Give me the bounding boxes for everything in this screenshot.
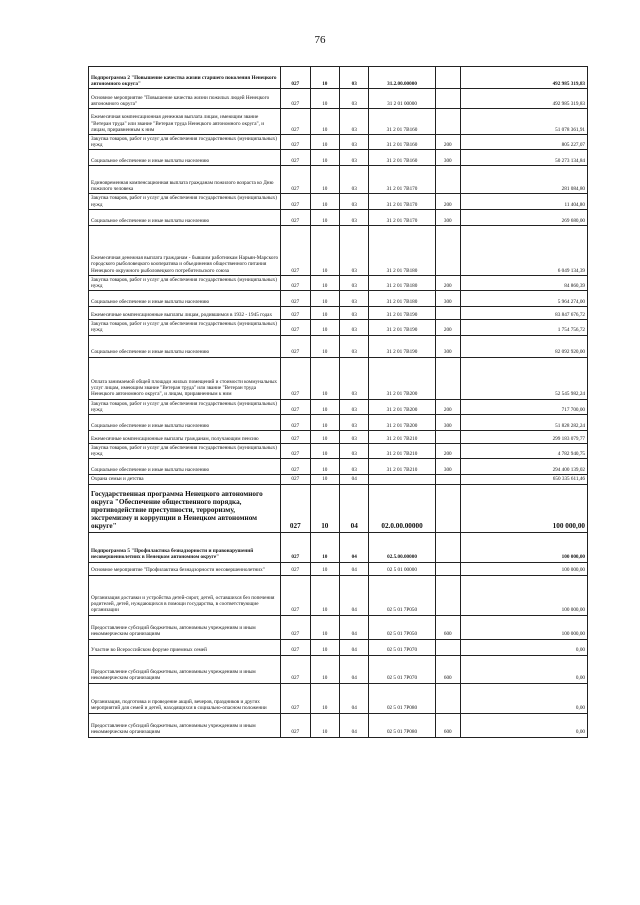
cell-ministry-code: 027 (281, 225, 310, 275)
cell-target-article-code: 02.0.00.00000 (369, 484, 435, 532)
cell-section-code: 10 (310, 135, 339, 150)
table-row (89, 444, 588, 459)
cell-amount: 4 782 940,75 (460, 444, 587, 459)
cell-amount: 299 183 079,77 (460, 431, 587, 444)
cell-subsection-code: 04 (340, 484, 369, 532)
cell-subsection-code: 04 (340, 562, 369, 575)
cell-section-code: 10 (310, 109, 339, 135)
cell-row-name (89, 484, 281, 532)
cell-target-article-code: 31 2 01 00000 (369, 89, 435, 109)
table-row (89, 713, 588, 737)
row-name-text: Ежемесячная денежная выплата гражданам - бывшим работникам Нарьян-Марского городского рыболовецкого кооператива и объединения общественного питания Ненецкого окружного рыболовецкого потребительского союза (91, 255, 279, 274)
cell-target-article-code: 02 5 01 7Р080 (369, 713, 435, 737)
cell-row-name (89, 194, 281, 209)
table-row (89, 275, 588, 290)
cell-ministry-code: 027 (281, 639, 310, 655)
cell-section-code: 10 (310, 431, 339, 444)
cell-row-name (89, 89, 281, 109)
cell-section-code: 10 (310, 275, 339, 290)
cell-subsection-code: 03 (340, 444, 369, 459)
cell-expense-type-code (435, 683, 460, 713)
row-name-text: Предоставление субсидий бюджетным, автономным учреждениям и иным некоммерческим организациям (91, 669, 256, 682)
cell-amount: 805 227,07 (460, 135, 587, 150)
cell-amount: 492 985 319,83 (460, 89, 587, 109)
table-row (89, 291, 588, 307)
row-name-text: Предоставление субсидий бюджетным, автономным учреждениям и иным некоммерческим организациям (91, 625, 256, 638)
cell-target-article-code: 02 5 01 7Р050 (369, 615, 435, 639)
row-name-text: Единовременная компенсационная выплата гражданам пожилого возраста ко Дню пожилого человека (91, 180, 274, 193)
cell-target-article-code: 31 2 01 7В200 (369, 399, 435, 414)
cell-section-code: 10 (310, 459, 339, 475)
cell-amount: 0,00 (460, 655, 587, 683)
cell-section-code: 10 (310, 150, 339, 166)
row-name-text: Социальное обеспечение и иные выплаты населению (91, 158, 210, 165)
cell-ministry-code: 027 (281, 67, 310, 89)
table-row (89, 615, 588, 639)
cell-section-code: 10 (310, 194, 339, 209)
cell-amount: 0,00 (460, 639, 587, 655)
row-name-text: Предоставление субсидий бюджетным, автономным учреждениям и иным некоммерческим организациям (91, 723, 256, 736)
cell-expense-type-code: 600 (435, 655, 460, 683)
cell-target-article-code: 31 2 01 7В190 (369, 307, 435, 320)
cell-amount: 84 860,39 (460, 275, 587, 290)
cell-section-code: 10 (310, 562, 339, 575)
cell-target-article-code: 31 2 01 7В170 (369, 166, 435, 194)
cell-row-name (89, 335, 281, 357)
cell-expense-type-code (435, 562, 460, 575)
budget-table (88, 66, 588, 738)
cell-subsection-code: 03 (340, 150, 369, 166)
cell-expense-type-code: 200 (435, 444, 460, 459)
cell-expense-type-code: 200 (435, 399, 460, 414)
row-name-text: Закупка товаров, работ и услуг для обеспечения государственных (муниципальных) нужд (91, 136, 277, 149)
table-row (89, 562, 588, 575)
cell-target-article-code: 31 2 01 7В210 (369, 444, 435, 459)
cell-expense-type-code (435, 357, 460, 399)
cell-subsection-code: 03 (340, 307, 369, 320)
cell-row-name (89, 444, 281, 459)
cell-ministry-code: 027 (281, 484, 310, 532)
cell-expense-type-code: 300 (435, 415, 460, 431)
cell-ministry-code: 027 (281, 357, 310, 399)
cell-expense-type-code: 300 (435, 335, 460, 357)
cell-subsection-code: 03 (340, 431, 369, 444)
table-row (89, 575, 588, 615)
cell-row-name (89, 431, 281, 444)
cell-section-code: 10 (310, 399, 339, 414)
cell-amount: 100 000,00 (460, 532, 587, 562)
cell-row-name (89, 475, 281, 484)
cell-target-article-code: 31 2 01 7В170 (369, 194, 435, 209)
table-row (89, 399, 588, 414)
cell-row-name (89, 575, 281, 615)
cell-row-name (89, 415, 281, 431)
cell-target-article-code: 31 2 01 7В180 (369, 291, 435, 307)
cell-expense-type-code (435, 532, 460, 562)
table-row (89, 89, 588, 109)
cell-amount: 6 049 134,39 (460, 225, 587, 275)
cell-amount: 294 400 139,02 (460, 459, 587, 475)
cell-ministry-code: 027 (281, 444, 310, 459)
cell-section-code: 10 (310, 320, 339, 335)
cell-section-code: 10 (310, 89, 339, 109)
cell-subsection-code: 03 (340, 109, 369, 135)
table-row (89, 431, 588, 444)
row-name-text: Ежемесячные компенсационные выплаты гражданам, получающим пенсию (91, 435, 259, 442)
cell-row-name (89, 683, 281, 713)
cell-expense-type-code: 300 (435, 150, 460, 166)
cell-target-article-code (369, 475, 435, 484)
cell-row-name (89, 166, 281, 194)
table-row (89, 357, 588, 399)
row-name-text: Государственная программа Ненецкого автономного округа "Обеспечение общественного порядка, противодействие преступности, терроризму, экстремизму и коррупции в Ненецком автономном округе" (91, 489, 263, 531)
table-row (89, 415, 588, 431)
cell-subsection-code: 03 (340, 459, 369, 475)
cell-subsection-code: 03 (340, 166, 369, 194)
cell-ministry-code: 027 (281, 562, 310, 575)
cell-amount: 269 680,00 (460, 209, 587, 225)
row-name-text: Ежемесячные компенсационные выплаты лицам, родившимся в 1932 - 1945 годах (91, 312, 273, 319)
cell-target-article-code: 31 2 01 7В180 (369, 225, 435, 275)
row-name-text: Основное мероприятие "Профилактика безнадзорности несовершеннолетних" (91, 567, 265, 574)
cell-target-article-code: 02 5 01 00000 (369, 562, 435, 575)
cell-expense-type-code (435, 67, 460, 89)
row-name-text: Оплата занимаемой общей площади жилых помещений и стоимости коммунальных услуг лицам, имеющим звание "Ветеран труда" или звание "Ветеран труда Ненецкого автономного округа", и лицам, приравненным к ним (91, 379, 278, 398)
cell-section-code: 10 (310, 575, 339, 615)
cell-target-article-code: 31 2 01 7В160 (369, 109, 435, 135)
cell-expense-type-code (435, 166, 460, 194)
cell-row-name (89, 655, 281, 683)
cell-subsection-code: 03 (340, 357, 369, 399)
cell-expense-type-code (435, 475, 460, 484)
cell-amount: 100 000,00 (460, 575, 587, 615)
cell-amount: 51 828 282,24 (460, 415, 587, 431)
cell-target-article-code: 31 2 01 7В160 (369, 135, 435, 150)
cell-ministry-code: 027 (281, 194, 310, 209)
table-row (89, 209, 588, 225)
cell-amount: 650 335 611,46 (460, 475, 587, 484)
cell-ministry-code: 027 (281, 459, 310, 475)
cell-expense-type-code: 600 (435, 615, 460, 639)
cell-ministry-code: 027 (281, 399, 310, 414)
cell-amount: 83 847 676,72 (460, 307, 587, 320)
cell-subsection-code: 03 (340, 291, 369, 307)
cell-expense-type-code: 200 (435, 275, 460, 290)
cell-target-article-code: 02 5 01 7Р050 (369, 575, 435, 615)
cell-row-name (89, 225, 281, 275)
cell-ministry-code: 027 (281, 275, 310, 290)
cell-section-code: 10 (310, 166, 339, 194)
cell-expense-type-code (435, 639, 460, 655)
cell-row-name (89, 209, 281, 225)
cell-section-code: 10 (310, 291, 339, 307)
table-row (89, 475, 588, 484)
cell-ministry-code: 027 (281, 320, 310, 335)
cell-expense-type-code (435, 575, 460, 615)
cell-row-name (89, 275, 281, 290)
row-name-text: Организация, подготовка и проведение акций, вечеров, праздников и других мероприятий для семей и детей, находящихся в социально-опасном положении (91, 699, 267, 712)
cell-subsection-code: 04 (340, 575, 369, 615)
cell-section-code: 10 (310, 532, 339, 562)
cell-subsection-code: 03 (340, 194, 369, 209)
row-name-text: Социальное обеспечение и иные выплаты населению (91, 422, 210, 429)
cell-amount: 100 000,00 (460, 484, 587, 532)
cell-ministry-code: 027 (281, 209, 310, 225)
cell-row-name (89, 307, 281, 320)
cell-subsection-code: 03 (340, 335, 369, 357)
cell-amount: 52 545 982,24 (460, 357, 587, 399)
cell-row-name (89, 532, 281, 562)
row-name-text: Закупка товаров, работ и услуг для обеспечения государственных (муниципальных) нужд (91, 445, 277, 458)
row-name-text: Социальное обеспечение и иные выплаты населению (91, 349, 210, 356)
cell-subsection-code: 03 (340, 209, 369, 225)
cell-subsection-code: 03 (340, 320, 369, 335)
cell-section-code: 10 (310, 615, 339, 639)
cell-amount: 5 964 274,00 (460, 291, 587, 307)
cell-subsection-code: 04 (340, 683, 369, 713)
row-name-text: Подпрограмма 2 "Повышение качества жизни старшего поколения Ненецкого автономного округа" (91, 74, 277, 87)
row-name-text: Закупка товаров, работ и услуг для обеспечения государственных (муниципальных) нужд (91, 195, 277, 208)
cell-expense-type-code: 300 (435, 459, 460, 475)
cell-amount: 0,00 (460, 713, 587, 737)
cell-subsection-code: 04 (340, 713, 369, 737)
cell-amount: 717 700,00 (460, 399, 587, 414)
cell-ministry-code: 027 (281, 307, 310, 320)
cell-expense-type-code: 300 (435, 209, 460, 225)
cell-subsection-code: 03 (340, 415, 369, 431)
table-row (89, 194, 588, 209)
cell-ministry-code: 027 (281, 135, 310, 150)
row-name-text: Закупка товаров, работ и услуг для обеспечения государственных (муниципальных) нужд (91, 276, 277, 290)
cell-subsection-code: 04 (340, 532, 369, 562)
table-row (89, 655, 588, 683)
cell-ministry-code: 027 (281, 532, 310, 562)
cell-row-name (89, 562, 281, 575)
table-row (89, 67, 588, 89)
cell-target-article-code: 31.2.00.00000 (369, 67, 435, 89)
row-name-text: Организация доставки и устройства детей-сирот, детей, оставшихся без попечения родителей, детей, нуждающихся в помощи государства, в соответствующие организации (91, 595, 275, 614)
cell-expense-type-code (435, 109, 460, 135)
cell-amount: 82 092 920,00 (460, 335, 587, 357)
cell-section-code: 10 (310, 713, 339, 737)
cell-section-code: 10 (310, 683, 339, 713)
table-row (89, 225, 588, 275)
cell-expense-type-code: 600 (435, 713, 460, 737)
cell-subsection-code: 04 (340, 639, 369, 655)
cell-ministry-code: 027 (281, 291, 310, 307)
cell-target-article-code: 02.5.00.00000 (369, 532, 435, 562)
cell-ministry-code: 027 (281, 615, 310, 639)
table-row (89, 532, 588, 562)
cell-row-name (89, 639, 281, 655)
cell-target-article-code: 02 5 01 7Р070 (369, 639, 435, 655)
cell-ministry-code: 027 (281, 683, 310, 713)
row-name-text: Социальное обеспечение и иные выплаты населению (91, 467, 210, 474)
table-row (89, 135, 588, 150)
table-row (89, 683, 588, 713)
cell-amount: 492 985 319,83 (460, 67, 587, 89)
cell-ministry-code: 027 (281, 575, 310, 615)
cell-section-code: 10 (310, 225, 339, 275)
cell-subsection-code: 03 (340, 67, 369, 89)
table-row (89, 459, 588, 475)
cell-target-article-code: 31 2 01 7В190 (369, 320, 435, 335)
cell-target-article-code: 31 2 01 7В180 (369, 275, 435, 290)
cell-amount: 281 084,80 (460, 166, 587, 194)
cell-row-name (89, 713, 281, 737)
cell-amount: 50 273 134,84 (460, 150, 587, 166)
cell-target-article-code: 31 2 01 7В170 (369, 209, 435, 225)
cell-ministry-code: 027 (281, 415, 310, 431)
cell-section-code: 10 (310, 357, 339, 399)
row-name-text: Подпрограмма 5 "Профилактика безнадзорности и правонарушений несовершеннолетних в Ненецком автономном округе" (91, 548, 254, 561)
cell-ministry-code: 027 (281, 166, 310, 194)
cell-subsection-code: 04 (340, 475, 369, 484)
cell-section-code: 10 (310, 444, 339, 459)
cell-amount: 51 078 361,91 (460, 109, 587, 135)
cell-expense-type-code: 200 (435, 194, 460, 209)
cell-ministry-code: 027 (281, 713, 310, 737)
cell-amount: 1 754 756,72 (460, 320, 587, 335)
cell-row-name (89, 150, 281, 166)
cell-target-article-code: 02 5 01 7Р070 (369, 655, 435, 683)
cell-expense-type-code (435, 484, 460, 532)
cell-target-article-code: 31 2 01 7В200 (369, 415, 435, 431)
cell-ministry-code: 027 (281, 655, 310, 683)
cell-ministry-code: 027 (281, 150, 310, 166)
cell-target-article-code: 31 2 01 7В200 (369, 357, 435, 399)
cell-target-article-code: 31 2 01 7В160 (369, 150, 435, 166)
cell-section-code: 10 (310, 475, 339, 484)
table-row (89, 150, 588, 166)
cell-ministry-code: 027 (281, 475, 310, 484)
page-number: 76 (314, 34, 326, 46)
row-name-text: Основное мероприятие "Повышение качества жизни пожилых людей Ненецкого автономного округа" (91, 94, 270, 107)
cell-section-code: 10 (310, 639, 339, 655)
cell-target-article-code: 02 5 01 7Р080 (369, 683, 435, 713)
cell-subsection-code: 03 (340, 135, 369, 150)
cell-section-code: 10 (310, 209, 339, 225)
budget-table-body (89, 67, 588, 738)
cell-subsection-code: 03 (340, 399, 369, 414)
cell-ministry-code: 027 (281, 431, 310, 444)
row-name-text: Социальное обеспечение и иные выплаты населению (91, 217, 210, 224)
cell-ministry-code: 027 (281, 89, 310, 109)
cell-target-article-code: 31 2 01 7В210 (369, 431, 435, 444)
cell-section-code: 10 (310, 415, 339, 431)
cell-expense-type-code: 200 (435, 135, 460, 150)
row-name-text: Охрана семьи и детства (91, 476, 144, 483)
table-row (89, 166, 588, 194)
cell-section-code: 10 (310, 484, 339, 532)
row-name-text: Закупка товаров, работ и услуг для обеспечения государственных (муниципальных) нужд (91, 400, 277, 413)
row-name-text: Закупка товаров, работ и услуг для обеспечения государственных (муниципальных) нужд (91, 321, 277, 334)
cell-row-name (89, 399, 281, 414)
cell-row-name (89, 135, 281, 150)
cell-row-name (89, 615, 281, 639)
cell-subsection-code: 03 (340, 89, 369, 109)
cell-expense-type-code (435, 431, 460, 444)
cell-expense-type-code: 300 (435, 291, 460, 307)
cell-amount: 0,00 (460, 683, 587, 713)
cell-row-name (89, 459, 281, 475)
table-row (89, 484, 588, 532)
table-row (89, 320, 588, 335)
cell-amount: 11 404,80 (460, 194, 587, 209)
cell-subsection-code: 03 (340, 225, 369, 275)
cell-subsection-code: 03 (340, 275, 369, 290)
cell-expense-type-code (435, 89, 460, 109)
cell-ministry-code: 027 (281, 109, 310, 135)
cell-expense-type-code: 200 (435, 320, 460, 335)
cell-row-name (89, 109, 281, 135)
cell-row-name (89, 357, 281, 399)
table-row (89, 109, 588, 135)
cell-amount: 100 000,00 (460, 562, 587, 575)
cell-expense-type-code (435, 307, 460, 320)
table-row (89, 335, 588, 357)
table-row (89, 307, 588, 320)
cell-expense-type-code (435, 225, 460, 275)
cell-section-code: 10 (310, 307, 339, 320)
cell-target-article-code: 31 2 01 7В210 (369, 459, 435, 475)
row-name-text: Участие во Всероссийском форуме приемных семей (91, 647, 207, 654)
cell-section-code: 10 (310, 335, 339, 357)
cell-section-code: 10 (310, 67, 339, 89)
cell-row-name (89, 291, 281, 307)
cell-row-name (89, 320, 281, 335)
cell-ministry-code: 027 (281, 335, 310, 357)
cell-row-name (89, 67, 281, 89)
row-name-text: Ежемесячная компенсационная денежная выплата лицам, имеющим звание "Ветеран труда" или звание "Ветеран труда Ненецкого автономного округа", и лицам, приравненным к ним (91, 114, 265, 133)
row-name-text: Социальное обеспечение и иные выплаты населению (91, 299, 210, 306)
cell-subsection-code: 04 (340, 655, 369, 683)
cell-amount: 100 000,00 (460, 615, 587, 639)
cell-section-code: 10 (310, 655, 339, 683)
cell-target-article-code: 31 2 01 7В190 (369, 335, 435, 357)
table-row (89, 639, 588, 655)
cell-subsection-code: 04 (340, 615, 369, 639)
